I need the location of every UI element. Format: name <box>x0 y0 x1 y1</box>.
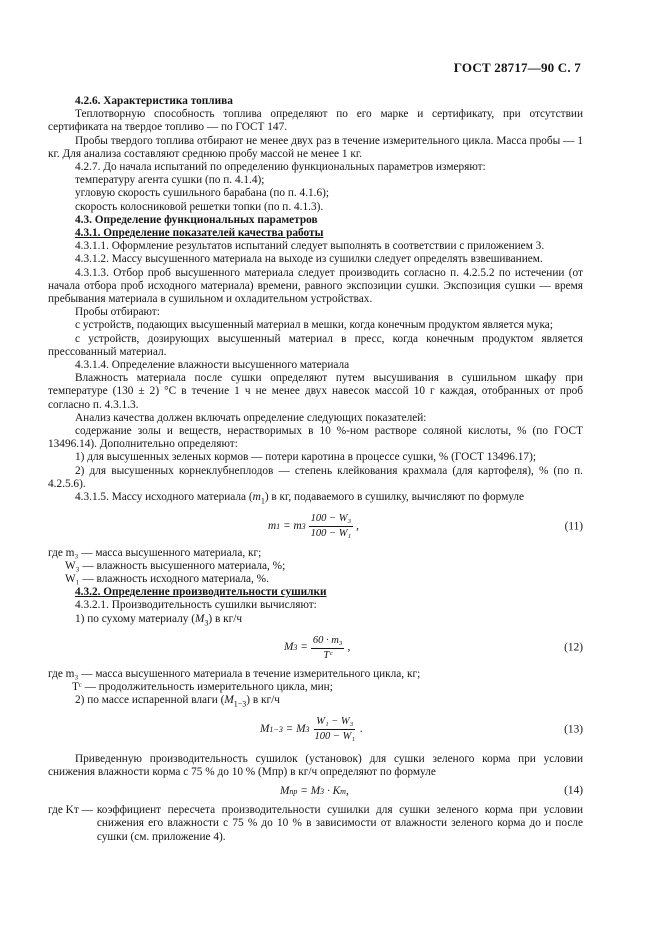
paragraph: 4.3.1.4. Определение влажности высушенного материала <box>75 359 350 372</box>
section-4-3-title: 4.3. Определение функциональных параметров <box>75 213 318 226</box>
list-item: скорость колосниковой решетки топки (по п. 4.1.3). <box>75 200 324 213</box>
paragraph: Пробы отбирают: <box>75 306 160 319</box>
paragraph: 4.3.1.2. Массу высушенного материала на выходе из сушилки следует определять взвешиванием. <box>75 253 543 266</box>
section-4-2-6-title: 4.2.6. Характеристика топлива <box>75 95 233 107</box>
paragraph: Пробы твердого топлива отбирают не менее двух раз в течение измерительного цикла. Масса пробы — 1 кг. Для анализа составляют среднюю пробу массой не менее 1 кг. <box>48 134 583 160</box>
paragraph: 1) для высушенных зеленых кормов — потери каротина в процессе сушки, % (ГОСТ 13496.17); <box>75 451 536 464</box>
list-item: температуру агента сушки (по п. 4.1.4); <box>75 174 265 187</box>
section-4-3-2-title: 4.3.2. Определение производительности сушилки <box>75 586 327 599</box>
formula-number: (11) <box>564 519 583 532</box>
formula-number: (13) <box>564 723 583 736</box>
paragraph: Анализ качества должен включать определение следующих показателей: <box>75 411 427 424</box>
paragraph: Влажность материала после сушки определяют путем высушивания в сушильном шкафу при температуре (130 ± 2) °С в течение 1 ч не менее двух навесок массой 10 г каждая, отобранных от проб согласно п. 4.3.1.3. <box>48 372 583 411</box>
list-item: угловую скорость сушильного барабана (по п. 4.1.6); <box>75 187 330 200</box>
definition: где m₃ — масса высушенного материала в течение измерительного цикла, кг; <box>48 668 421 681</box>
formula-number: (12) <box>564 641 583 654</box>
formula-13: M 1−3 = M 3 $\frac{\text{W₁ − W₃}}{\text{100 − W₁}}$ . (13) <box>260 716 583 743</box>
document-body <box>48 95 583 844</box>
paragraph: 2) для высушенных корнеклубнеплодов — степень клейкования крахмала (для картофеля), % (по п. 4.2.5.6). <box>48 464 583 490</box>
section-4-3-1-title: 4.3.1. Определение показателей качества работы <box>75 227 324 240</box>
formula-14: M пр = M 3 · K т , (14) <box>280 784 583 797</box>
formula-11: m 1 = m 3 $\frac{\text{100 − W₃}}{\text{100 − W₁}}$ , (11) <box>268 513 583 540</box>
definition-text: коэффициент пересчета производительности сушилки для сушки зеленого корма при условии снижения его влажности с 75 % до 10 % в зависимости от влажности зеленого корма до и после сушки (см. приложение 4). <box>96 804 583 843</box>
definition: где m₃ — масса высушенного материала, кг; <box>48 546 262 559</box>
paragraph: Приведенную производительность сушилок (установок) для сушки зеленого корма при условии снижения влажности корма с 75 % до 10 % (Mпр) в кг/ч определяют по формуле <box>48 752 583 779</box>
paragraph: 4.2.7. До начала испытаний по определению функциональных параметров измеряют: <box>75 161 486 174</box>
paragraph: 4.3.1.1. Оформление результатов испытаний следует выполнять в соответствии с приложением 3. <box>75 240 545 253</box>
definition: Tᶜ — продолжительность измерительного цикла, мин; <box>72 681 333 694</box>
paragraph: с устройств, дозирующих высушенный материал в пресс, когда конечным продуктом является прессованный материал. <box>48 332 583 358</box>
paragraph: с устройств, подающих высушенный материал в мешки, когда конечным продуктом является мука; <box>75 319 553 332</box>
definition-label: где Kт — <box>48 804 93 817</box>
paragraph: 1) по сухому материалу $(M_3)$ в кг/ч <box>75 612 243 627</box>
formula-12: M 3 = $\frac{\text{60 · m₃}}{\text{Tᶜ}}$ , (12) <box>284 634 583 661</box>
formula-number: (14) <box>564 784 583 797</box>
definition: W₃ — влажность высушенного материала, %; <box>65 559 286 572</box>
paragraph: 2) по массе испаренной влаги $(M_{1-3})$ в кг/ч <box>75 694 280 709</box>
definition: W₁ — влажность исходного материала, %. <box>65 572 269 585</box>
paragraph: Теплотворную способность топлива определяют по его марке и сертификату, при отсутствии сертификата на твердое топливо — по ГОСТ 147. <box>48 108 583 134</box>
paragraph: 4.3.1.3. Отбор проб высушенного материала следует производить согласно п. 4.2.5.2 по истечении (от начала отбора проб исходного материала) времени, равного экспозиции сушки. Экспозиция сушки — время пребывания материала в сушильном и охладительном устройствах. <box>48 266 583 306</box>
paragraph: 4.3.1.5. Массу исходного материала $(m_1)$ в кг, подаваемого в сушилку, вычисляют по формуле <box>75 491 525 506</box>
definition-kt <box>48 804 583 844</box>
paragraph: содержание золы и веществ, нерастворимых в 10 %-ном растворе соляной кислоты, % (по ГОСТ 13496.14). Дополнительно определяют: <box>48 425 583 451</box>
page-header: ГОСТ 28717—90 С. 7 <box>453 60 581 75</box>
paragraph: 4.3.2.1. Производительность сушилки вычисляют: <box>75 599 317 612</box>
